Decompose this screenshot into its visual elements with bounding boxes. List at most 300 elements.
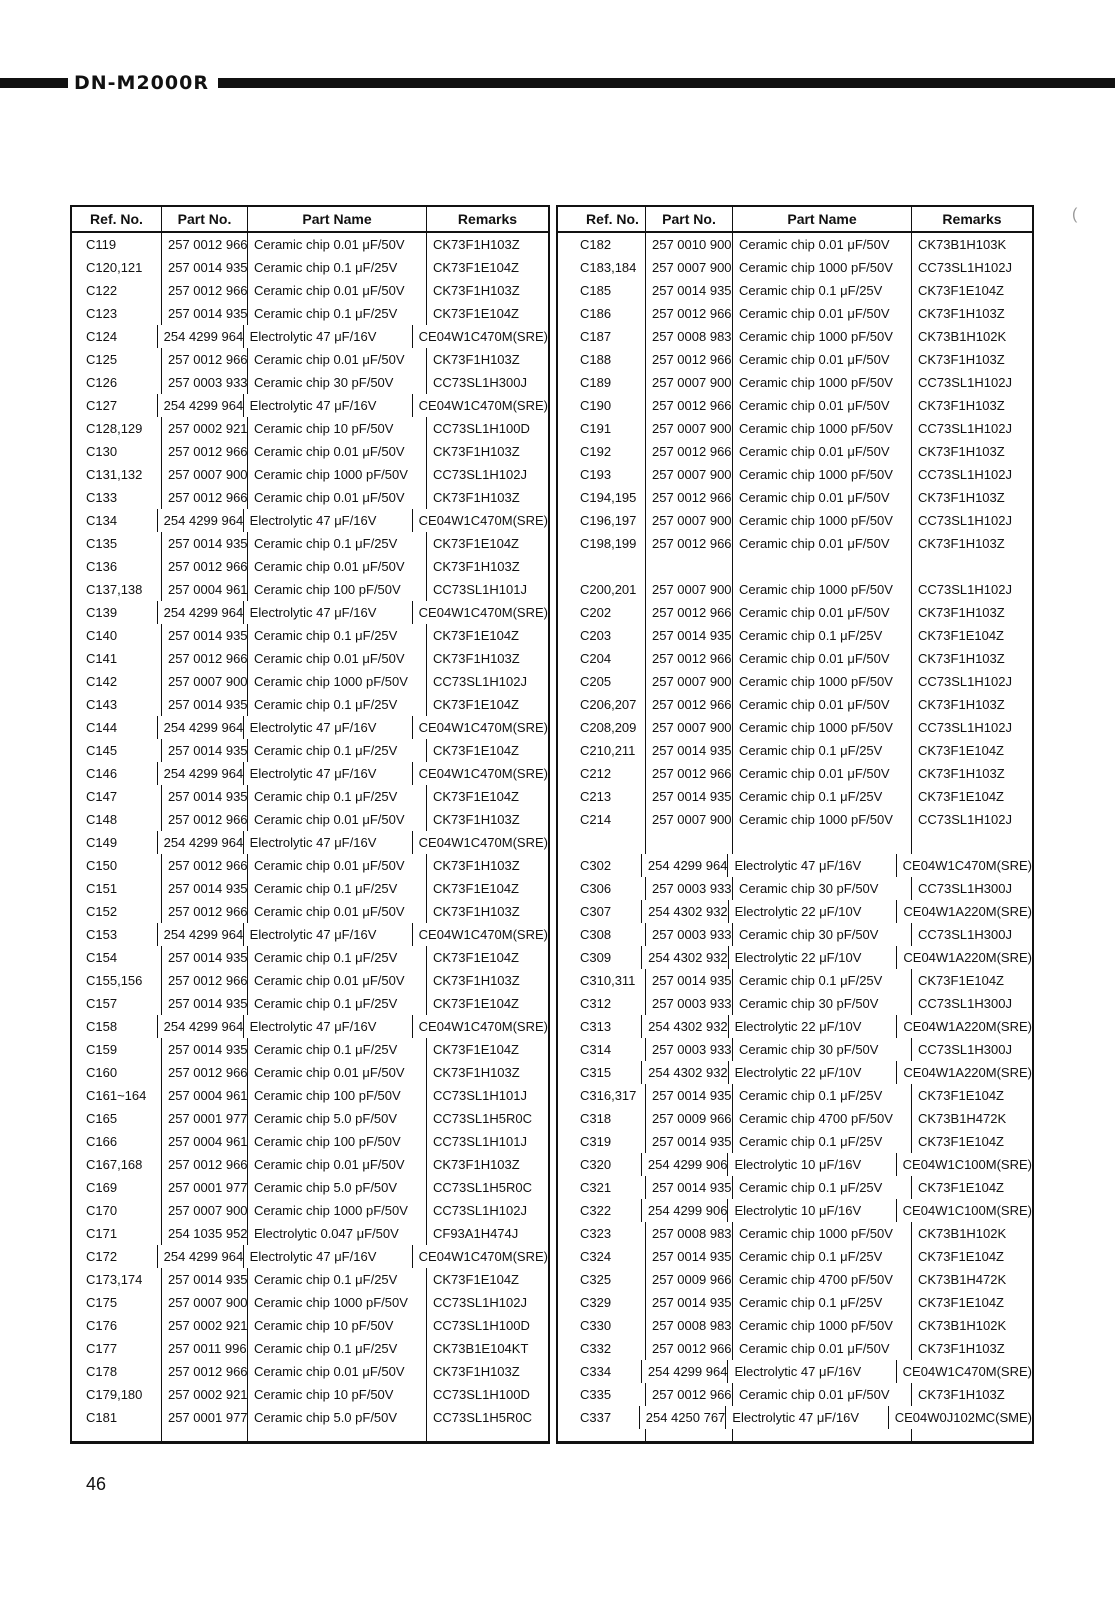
part-name-cell: Ceramic chip 10 pF/50V <box>248 1383 427 1406</box>
page-number: 46 <box>86 1474 107 1494</box>
part-no-cell: 254 4299 964 <box>158 509 244 532</box>
part-no-cell: 257 0012 966 <box>646 762 733 785</box>
remarks-cell: CC73SL1H100D <box>433 1318 530 1333</box>
part-name-cell: Ceramic chip 0.1 μF/25V <box>733 969 912 992</box>
part-name-cell: Ceramic chip 0.01 μF/50V <box>248 279 427 302</box>
part-name-cell: Ceramic chip 0.01 μF/50V <box>733 762 912 785</box>
remarks-cell: CK73F1H103Z <box>918 766 1005 781</box>
remarks-cell: CK73F1H103Z <box>918 444 1005 459</box>
part-name-cell: Ceramic chip 0.01 μF/50V <box>248 969 427 992</box>
ref-no-cell: C143 <box>72 693 162 716</box>
part-no-cell: 257 0012 966 <box>646 693 733 716</box>
part-no-cell: 257 0014 935 <box>646 624 733 647</box>
remarks-cell: CC73SL1H102J <box>433 674 527 689</box>
part-name-cell: Electrolytic 47 μF/16V <box>244 601 413 624</box>
table-row <box>72 509 548 532</box>
padding-cell <box>558 1429 646 1441</box>
remarks-cell: CE04W1C470M(SRE) <box>902 858 1032 873</box>
part-no-cell: 257 0008 983 <box>646 1314 733 1337</box>
ref-no-cell: C124 <box>72 325 158 348</box>
remarks-cell: CC73SL1H102J <box>918 513 1012 528</box>
remarks-cell: CE04W0J102MC(SME) <box>894 1410 1032 1425</box>
ref-no-cell: C177 <box>72 1337 162 1360</box>
part-no-cell: 257 0014 935 <box>162 1268 248 1291</box>
ref-no-cell: C158 <box>72 1015 158 1038</box>
part-name-cell: Ceramic chip 0.1 μF/25V <box>248 785 427 808</box>
ref-no-cell: C187 <box>558 325 646 348</box>
remarks-cell: CK73F1E104Z <box>433 697 519 712</box>
part-no-cell: 257 0003 933 <box>646 1038 733 1061</box>
part-no-cell: 257 0014 935 <box>162 877 248 900</box>
part-name-cell: Ceramic chip 1000 pF/50V <box>733 256 912 279</box>
remarks-cell: CE04W1C470M(SRE) <box>418 513 548 528</box>
ref-no-cell: C170 <box>72 1199 162 1222</box>
table-header <box>558 207 1032 233</box>
part-name-cell: Ceramic chip 0.01 μF/50V <box>733 486 912 509</box>
ref-no-cell: C142 <box>72 670 162 693</box>
ref-no-cell: C137,138 <box>72 578 162 601</box>
part-no-cell: 254 4299 964 <box>158 601 244 624</box>
part-name-cell: Ceramic chip 1000 pF/50V <box>733 1222 912 1245</box>
part-name-cell: Ceramic chip 0.01 μF/50V <box>733 1337 912 1360</box>
part-no-cell: 257 0009 966 <box>646 1107 733 1130</box>
remarks-cell: CK73F1E104Z <box>433 743 519 758</box>
part-no-cell: 257 0014 935 <box>162 624 248 647</box>
ref-no-cell: C332 <box>558 1337 646 1360</box>
remarks-cell: CE04W1C470M(SRE) <box>418 329 548 344</box>
part-name-cell: Ceramic chip 0.01 μF/50V <box>248 854 427 877</box>
part-no-cell: 257 0008 983 <box>646 1222 733 1245</box>
part-name-cell: Ceramic chip 30 pF/50V <box>733 1038 912 1061</box>
ref-no-cell: C127 <box>72 394 158 417</box>
remarks-cell: CE04W1C470M(SRE) <box>418 605 548 620</box>
table-row <box>72 946 548 969</box>
part-name-cell: Ceramic chip 1000 pF/50V <box>733 716 912 739</box>
remarks-cell: CE04W1C470M(SRE) <box>418 1249 548 1264</box>
remarks-cell: CK73F1H103Z <box>918 398 1005 413</box>
remarks-cell: CK73F1H103Z <box>918 1341 1005 1356</box>
table-row <box>558 555 1032 578</box>
part-no-cell: 257 0007 900 <box>162 463 248 486</box>
part-name-cell: Ceramic chip 0.01 μF/50V <box>733 1383 912 1406</box>
table-row <box>558 233 1032 256</box>
part-name-cell: Ceramic chip 4700 pF/50V <box>733 1268 912 1291</box>
table-row <box>72 371 548 394</box>
ref-no-cell: C191 <box>558 417 646 440</box>
ref-no-cell: C186 <box>558 302 646 325</box>
ref-no-cell: C149 <box>72 831 158 854</box>
ref-no-cell: C159 <box>72 1038 162 1061</box>
ref-no-cell: C181 <box>72 1406 162 1429</box>
part-name-cell: Ceramic chip 0.1 μF/25V <box>248 302 427 325</box>
ref-no-cell: C212 <box>558 762 646 785</box>
part-no-cell: 257 0014 935 <box>162 946 248 969</box>
table-row <box>72 1084 548 1107</box>
remarks-cell: CC73SL1H300J <box>918 881 1012 896</box>
part-no-cell <box>646 831 733 854</box>
ref-no-cell: C329 <box>558 1291 646 1314</box>
ref-no-cell: C309 <box>558 946 642 969</box>
ref-no-cell: C185 <box>558 279 646 302</box>
table-row <box>558 1291 1032 1314</box>
table-row <box>558 325 1032 348</box>
table-row <box>558 946 1032 969</box>
part-no-cell: 257 0014 935 <box>162 693 248 716</box>
remarks-cell: CE04W1C470M(SRE) <box>418 398 548 413</box>
part-name-cell: Ceramic chip 0.1 μF/25V <box>248 624 427 647</box>
part-name-cell: Ceramic chip 5.0 pF/50V <box>248 1406 427 1429</box>
part-no-cell: 257 0014 935 <box>162 532 248 555</box>
ref-no-cell: C321 <box>558 1176 646 1199</box>
part-name-cell: Ceramic chip 0.01 μF/50V <box>248 233 427 256</box>
remarks-cell: CE04W1C470M(SRE) <box>902 1364 1032 1379</box>
ref-no-cell: C208,209 <box>558 716 646 739</box>
ref-no-cell: C119 <box>72 233 162 256</box>
table-row <box>558 302 1032 325</box>
part-no-cell: 257 0007 900 <box>646 670 733 693</box>
ref-no-cell: C319 <box>558 1130 646 1153</box>
part-no-cell: 257 0012 966 <box>162 854 248 877</box>
remarks-cell: CE04W1C470M(SRE) <box>418 1019 548 1034</box>
table-row <box>558 923 1032 946</box>
part-name-cell: Ceramic chip 0.01 μF/50V <box>248 1360 427 1383</box>
part-name-cell: Electrolytic 47 μF/16V <box>244 394 413 417</box>
part-name-cell: Electrolytic 47 μF/16V <box>244 1015 413 1038</box>
table-row <box>72 1153 548 1176</box>
table-row <box>72 785 548 808</box>
part-no-cell: 257 0011 996 <box>162 1337 248 1360</box>
padding-cell <box>733 1429 912 1441</box>
part-name-cell: Ceramic chip 0.1 μF/25V <box>248 739 427 762</box>
table-row <box>72 1406 548 1429</box>
table-row-padding <box>558 1429 1032 1441</box>
part-name-cell <box>733 831 912 854</box>
table-row <box>558 1406 1032 1429</box>
header-part-name: Part Name <box>248 207 427 231</box>
model-title: DN-M2000R <box>74 72 209 94</box>
remarks-cell: CK73B1H102K <box>918 329 1007 344</box>
ref-no-cell: C198,199 <box>558 532 646 555</box>
table-row <box>72 325 548 348</box>
table-row <box>72 555 548 578</box>
remarks-cell: CK73F1H103Z <box>433 858 520 873</box>
remarks-cell: CK73F1E104Z <box>433 881 519 896</box>
ref-no-cell: C334 <box>558 1360 642 1383</box>
table-row <box>72 417 548 440</box>
part-no-cell: 257 0012 966 <box>162 647 248 670</box>
remarks-cell: CK73F1H103Z <box>918 605 1005 620</box>
padding-cell <box>912 1429 1032 1441</box>
part-no-cell: 257 0007 900 <box>162 670 248 693</box>
part-name-cell: Ceramic chip 0.1 μF/25V <box>248 1268 427 1291</box>
remarks-cell: CK73B1H102K <box>918 1318 1007 1333</box>
remarks-cell: CK73F1E104Z <box>433 1272 519 1287</box>
part-no-cell: 257 0012 966 <box>646 348 733 371</box>
table-row <box>558 509 1032 532</box>
table-row <box>558 969 1032 992</box>
table-row <box>558 1176 1032 1199</box>
part-name-cell: Ceramic chip 0.01 μF/50V <box>248 486 427 509</box>
remarks-cell: CK73F1E104Z <box>918 1295 1004 1310</box>
part-no-cell: 257 0007 900 <box>646 371 733 394</box>
remarks-cell: CK73F1H103Z <box>433 237 520 252</box>
remarks-cell: CK73F1H103Z <box>433 904 520 919</box>
ref-no-cell: C123 <box>72 302 162 325</box>
ref-no-cell: C192 <box>558 440 646 463</box>
ref-no-cell: C136 <box>72 555 162 578</box>
part-no-cell: 257 0001 977 <box>162 1406 248 1429</box>
remarks-cell: CE04W1C100M(SRE) <box>902 1203 1032 1218</box>
ref-no-cell: C183,184 <box>558 256 646 279</box>
ref-no-cell: C302 <box>558 854 642 877</box>
part-name-cell: Ceramic chip 0.01 μF/50V <box>733 394 912 417</box>
remarks-cell: CE04W1C470M(SRE) <box>418 720 548 735</box>
part-name-cell: Ceramic chip 0.1 μF/25V <box>733 1291 912 1314</box>
ref-no-cell: C169 <box>72 1176 162 1199</box>
padding-cell <box>162 1429 248 1441</box>
table-row <box>558 417 1032 440</box>
part-no-cell: 254 4299 964 <box>158 923 244 946</box>
ref-no-cell: C125 <box>72 348 162 371</box>
remarks-cell: CK73B1H103K <box>918 237 1007 252</box>
table-row <box>72 532 548 555</box>
part-name-cell: Electrolytic 10 μF/16V <box>728 1153 896 1176</box>
ref-no-cell: C152 <box>72 900 162 923</box>
ref-no-cell: C323 <box>558 1222 646 1245</box>
part-name-cell: Ceramic chip 5.0 pF/50V <box>248 1176 427 1199</box>
part-no-cell: 257 0012 966 <box>162 1360 248 1383</box>
part-no-cell: 254 4299 964 <box>158 831 244 854</box>
part-no-cell: 257 0014 935 <box>646 1130 733 1153</box>
ref-no-cell: C175 <box>72 1291 162 1314</box>
part-name-cell: Ceramic chip 1000 pF/50V <box>248 670 427 693</box>
ref-no-cell: C157 <box>72 992 162 1015</box>
part-no-cell: 254 4299 964 <box>642 1360 729 1383</box>
ref-no-cell: C140 <box>72 624 162 647</box>
part-name-cell: Electrolytic 47 μF/16V <box>726 1406 888 1429</box>
ref-no-cell: C314 <box>558 1038 646 1061</box>
table-row <box>558 1222 1032 1245</box>
part-no-cell: 257 0012 966 <box>646 647 733 670</box>
part-name-cell: Ceramic chip 30 pF/50V <box>733 923 912 946</box>
ref-no-cell: C325 <box>558 1268 646 1291</box>
table-row <box>72 808 548 831</box>
part-no-cell: 257 0002 921 <box>162 1314 248 1337</box>
table-row <box>558 693 1032 716</box>
remarks-cell: CC73SL1H102J <box>918 812 1012 827</box>
remarks-cell: CK73F1H103Z <box>918 697 1005 712</box>
table-row <box>72 716 548 739</box>
remarks-cell: CK73F1H103Z <box>433 559 520 574</box>
ref-no-cell: C133 <box>72 486 162 509</box>
ref-no-cell: C316,317 <box>558 1084 646 1107</box>
remarks-cell: CE04W1A220M(SRE) <box>903 950 1032 965</box>
table-row <box>558 670 1032 693</box>
remarks-cell: CE04W1A220M(SRE) <box>903 1019 1032 1034</box>
ref-no-cell: C320 <box>558 1153 642 1176</box>
part-no-cell: 257 0004 961 <box>162 1084 248 1107</box>
remarks-cell: CK73F1H103Z <box>433 1157 520 1172</box>
table-row <box>558 1268 1032 1291</box>
part-name-cell: Ceramic chip 0.1 μF/25V <box>733 624 912 647</box>
table-row <box>72 348 548 371</box>
table-row <box>72 578 548 601</box>
part-name-cell: Ceramic chip 30 pF/50V <box>733 992 912 1015</box>
remarks-cell: CK73F1H103Z <box>918 352 1005 367</box>
ref-no-cell: C318 <box>558 1107 646 1130</box>
part-name-cell: Ceramic chip 0.01 μF/50V <box>248 348 427 371</box>
part-name-cell: Electrolytic 47 μF/16V <box>244 1245 413 1268</box>
remarks-cell: CK73F1E104Z <box>433 996 519 1011</box>
part-no-cell: 257 0001 977 <box>162 1176 248 1199</box>
part-no-cell: 257 0010 900 <box>646 233 733 256</box>
header-part-name: Part Name <box>733 207 912 231</box>
part-no-cell: 257 0003 933 <box>646 877 733 900</box>
part-no-cell: 257 0014 935 <box>162 785 248 808</box>
margin-mark: ( <box>1072 206 1078 223</box>
remarks-cell: CK73B1H102K <box>918 1226 1007 1241</box>
part-no-cell: 257 0001 977 <box>162 1107 248 1130</box>
header-rule-left <box>0 78 68 88</box>
table-row <box>558 1199 1032 1222</box>
remarks-cell: CK73F1E104Z <box>918 1249 1004 1264</box>
ref-no-cell: C189 <box>558 371 646 394</box>
table-row <box>558 762 1032 785</box>
part-no-cell: 257 0014 935 <box>646 1291 733 1314</box>
ref-no-cell: C139 <box>72 601 158 624</box>
ref-no-cell: C335 <box>558 1383 646 1406</box>
part-no-cell: 257 0003 933 <box>646 992 733 1015</box>
remarks-cell: CK73F1E104Z <box>433 306 519 321</box>
part-no-cell: 257 0014 935 <box>162 992 248 1015</box>
part-name-cell: Electrolytic 0.047 μF/50V <box>248 1222 427 1245</box>
table-row <box>72 1268 548 1291</box>
remarks-cell: CC73SL1H5R0C <box>433 1410 532 1425</box>
ref-no-cell: C206,207 <box>558 693 646 716</box>
part-name-cell: Ceramic chip 0.1 μF/25V <box>733 1176 912 1199</box>
part-no-cell: 257 0012 966 <box>162 969 248 992</box>
ref-no-cell: C150 <box>72 854 162 877</box>
ref-no-cell: C213 <box>558 785 646 808</box>
part-name-cell: Electrolytic 47 μF/16V <box>728 1360 896 1383</box>
ref-no-cell: C204 <box>558 647 646 670</box>
table-row <box>72 1130 548 1153</box>
ref-no-cell: C200,201 <box>558 578 646 601</box>
part-name-cell: Ceramic chip 0.1 μF/25V <box>248 992 427 1015</box>
part-no-cell: 257 0014 935 <box>646 785 733 808</box>
table-row <box>72 969 548 992</box>
ref-no-cell: C315 <box>558 1061 642 1084</box>
ref-no-cell: C205 <box>558 670 646 693</box>
remarks-cell: CK73F1H103Z <box>918 1387 1005 1402</box>
ref-no-cell: C120,121 <box>72 256 162 279</box>
ref-no-cell: C172 <box>72 1245 158 1268</box>
part-no-cell: 257 0007 900 <box>646 463 733 486</box>
part-no-cell: 257 0007 900 <box>646 716 733 739</box>
part-name-cell: Ceramic chip 0.1 μF/25V <box>248 693 427 716</box>
part-no-cell: 257 0012 966 <box>162 486 248 509</box>
table-row <box>558 532 1032 555</box>
remarks-cell: CC73SL1H300J <box>918 927 1012 942</box>
part-name-cell: Ceramic chip 0.1 μF/25V <box>733 1084 912 1107</box>
remarks-cell: CK73F1H103Z <box>433 283 520 298</box>
part-no-cell: 254 4299 964 <box>158 762 244 785</box>
ref-no-cell: C306 <box>558 877 646 900</box>
table-row <box>72 233 548 256</box>
part-no-cell: 257 0012 966 <box>162 1061 248 1084</box>
remarks-cell: CC73SL1H102J <box>433 1203 527 1218</box>
table-row <box>558 1107 1032 1130</box>
part-no-cell: 257 0012 966 <box>646 440 733 463</box>
remarks-cell: CK73F1H103Z <box>433 651 520 666</box>
table-row <box>72 992 548 1015</box>
header-part-no: Part No. <box>162 207 248 231</box>
part-name-cell: Ceramic chip 1000 pF/50V <box>733 325 912 348</box>
part-no-cell: 257 0012 966 <box>162 808 248 831</box>
parts-table-left <box>70 205 550 1444</box>
part-name-cell: Ceramic chip 0.1 μF/25V <box>248 532 427 555</box>
remarks-cell: CC73SL1H102J <box>918 582 1012 597</box>
part-no-cell: 257 0012 966 <box>646 302 733 325</box>
part-no-cell: 254 4299 964 <box>158 1245 244 1268</box>
part-name-cell: Electrolytic 47 μF/16V <box>244 716 413 739</box>
part-name-cell: Electrolytic 22 μF/10V <box>729 1061 898 1084</box>
remarks-cell: CE04W1A220M(SRE) <box>903 904 1032 919</box>
ref-no-cell: C190 <box>558 394 646 417</box>
table-row <box>72 900 548 923</box>
remarks-cell: CK73F1E104Z <box>918 1134 1004 1149</box>
part-no-cell: 257 0003 933 <box>162 371 248 394</box>
table-row <box>72 693 548 716</box>
part-name-cell: Ceramic chip 0.1 μF/25V <box>248 1038 427 1061</box>
part-name-cell: Ceramic chip 0.1 μF/25V <box>733 1245 912 1268</box>
part-name-cell: Ceramic chip 10 pF/50V <box>248 1314 427 1337</box>
part-name-cell: Ceramic chip 1000 pF/50V <box>733 463 912 486</box>
part-no-cell: 257 0012 966 <box>162 555 248 578</box>
part-name-cell: Electrolytic 22 μF/10V <box>729 1015 898 1038</box>
part-name-cell: Ceramic chip 5.0 pF/50V <box>248 1107 427 1130</box>
remarks-cell: CK73F1E104Z <box>433 260 519 275</box>
part-no-cell: 257 0012 966 <box>162 233 248 256</box>
ref-no-cell: C144 <box>72 716 158 739</box>
table-row <box>72 831 548 854</box>
part-name-cell: Ceramic chip 0.1 μF/25V <box>733 279 912 302</box>
part-name-cell: Electrolytic 47 μF/16V <box>244 831 413 854</box>
part-name-cell: Ceramic chip 0.1 μF/25V <box>733 739 912 762</box>
ref-no-cell: C154 <box>72 946 162 969</box>
ref-no-cell: C307 <box>558 900 642 923</box>
table-row <box>72 854 548 877</box>
table-row <box>558 1360 1032 1383</box>
part-no-cell: 257 0014 935 <box>162 256 248 279</box>
remarks-cell: CK73F1H103Z <box>433 444 520 459</box>
remarks-cell: CK73F1E104Z <box>433 1042 519 1057</box>
table-row <box>558 440 1032 463</box>
table-row <box>558 1084 1032 1107</box>
remarks-cell: CK73B1E104KT <box>433 1341 529 1356</box>
part-no-cell: 254 4302 932 <box>642 900 729 923</box>
remarks-cell: CC73SL1H102J <box>433 1295 527 1310</box>
part-no-cell: 257 0012 966 <box>646 601 733 624</box>
ref-no-cell: C161~164 <box>72 1084 162 1107</box>
table-row <box>72 762 548 785</box>
table-row <box>558 624 1032 647</box>
table-row <box>72 1314 548 1337</box>
remarks-cell: CC73SL1H102J <box>918 260 1012 275</box>
remarks-cell: CE04W1C470M(SRE) <box>418 927 548 942</box>
ref-no-cell: C141 <box>72 647 162 670</box>
part-no-cell: 257 0004 961 <box>162 578 248 601</box>
